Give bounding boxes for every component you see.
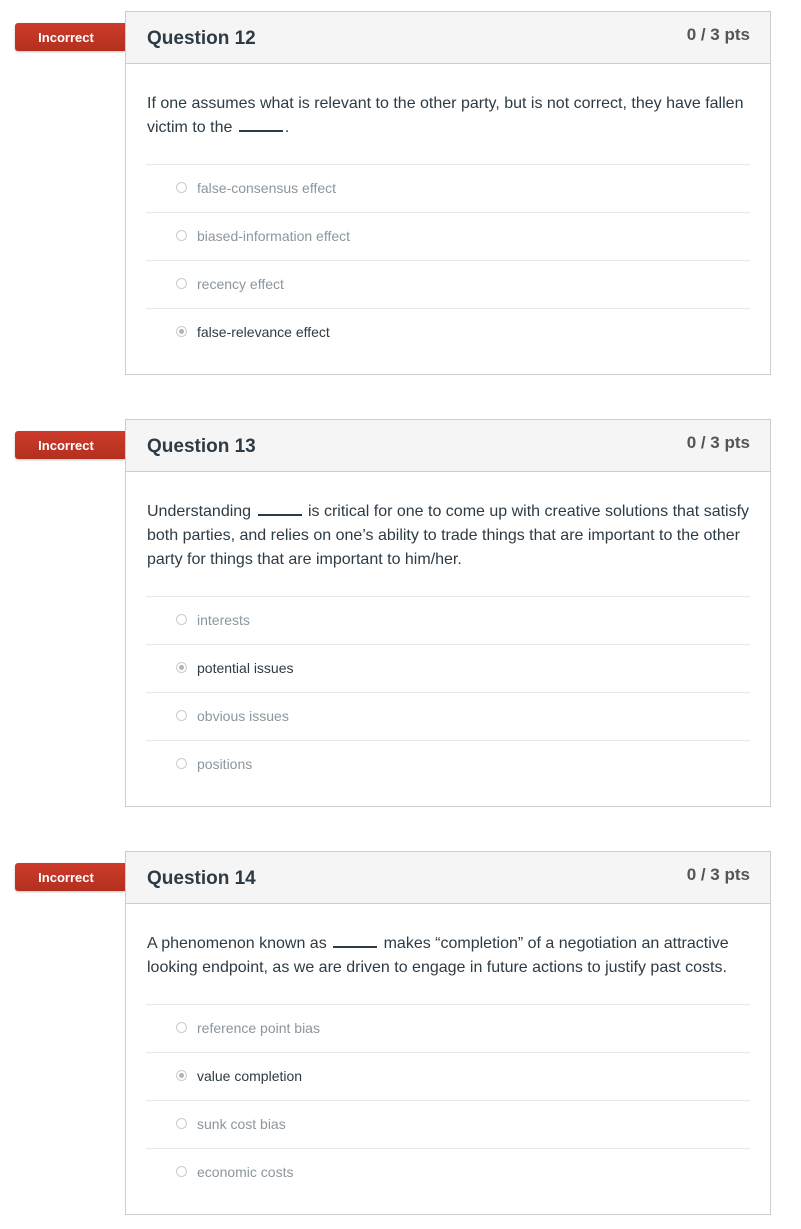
question-points: 0 / 3 pts [686, 25, 750, 44]
radio-button-selected[interactable] [176, 662, 187, 673]
question-text: If one assumes what is relevant to the other party, but is not correct, they have fallen victim to the . [147, 95, 744, 136]
question-text: A phenomenon known as makes “completion” of a negotiation an attractive looking endpoint, as we are driven to engage in future actions to justify past costs. [126, 904, 770, 980]
answer-option[interactable]: biased-information effect [146, 213, 750, 261]
answer-list [146, 164, 750, 374]
answer-option[interactable]: obvious issues [146, 693, 750, 741]
question-header [126, 420, 770, 472]
question-header [126, 852, 770, 904]
question-card [125, 851, 771, 1215]
answer-option[interactable]: sunk cost bias [146, 1101, 750, 1149]
incorrect-flag: Incorrect [15, 431, 125, 459]
question-header [126, 12, 770, 64]
incorrect-flag: Incorrect [15, 863, 125, 891]
radio-button-selected[interactable] [176, 326, 187, 337]
incorrect-flag: Incorrect [15, 23, 125, 51]
fill-in-blank [239, 116, 283, 132]
question-points: 0 / 3 pts [686, 433, 750, 452]
answer-list [146, 1004, 750, 1214]
answer-option[interactable]: false-consensus effect [146, 165, 750, 213]
question-title: Question 13 [147, 436, 256, 457]
radio-button[interactable] [176, 1022, 187, 1033]
answer-option[interactable]: economic costs [146, 1149, 750, 1196]
radio-button[interactable] [176, 1118, 187, 1129]
question-card [125, 419, 771, 807]
answer-option[interactable]: recency effect [146, 261, 750, 309]
fill-in-blank [258, 500, 302, 516]
answer-option-selected[interactable]: false-relevance effect [146, 309, 750, 356]
fill-in-blank [333, 932, 377, 948]
answer-option[interactable]: interests [146, 597, 750, 645]
answer-option[interactable]: positions [146, 741, 750, 788]
radio-button[interactable] [176, 278, 187, 289]
answer-option-selected[interactable]: value completion [146, 1053, 750, 1101]
radio-button-selected[interactable] [176, 1070, 187, 1081]
radio-button[interactable] [176, 710, 187, 721]
question-text: Understanding is critical for one to come up with creative solutions that satisfy both parties, and relies on one’s ability to trade things that are important to the other party for things that are important to him/her. [126, 472, 770, 572]
question-title: Question 12 [147, 28, 256, 49]
radio-button[interactable] [176, 614, 187, 625]
question-card [125, 11, 771, 375]
answer-option-selected[interactable]: potential issues [146, 645, 750, 693]
question-points: 0 / 3 pts [686, 865, 750, 884]
radio-button[interactable] [176, 182, 187, 193]
radio-button[interactable] [176, 1166, 187, 1177]
answer-list [146, 596, 750, 806]
radio-button[interactable] [176, 758, 187, 769]
answer-option[interactable]: reference point bias [146, 1005, 750, 1053]
radio-button[interactable] [176, 230, 187, 241]
question-title: Question 14 [147, 868, 256, 889]
